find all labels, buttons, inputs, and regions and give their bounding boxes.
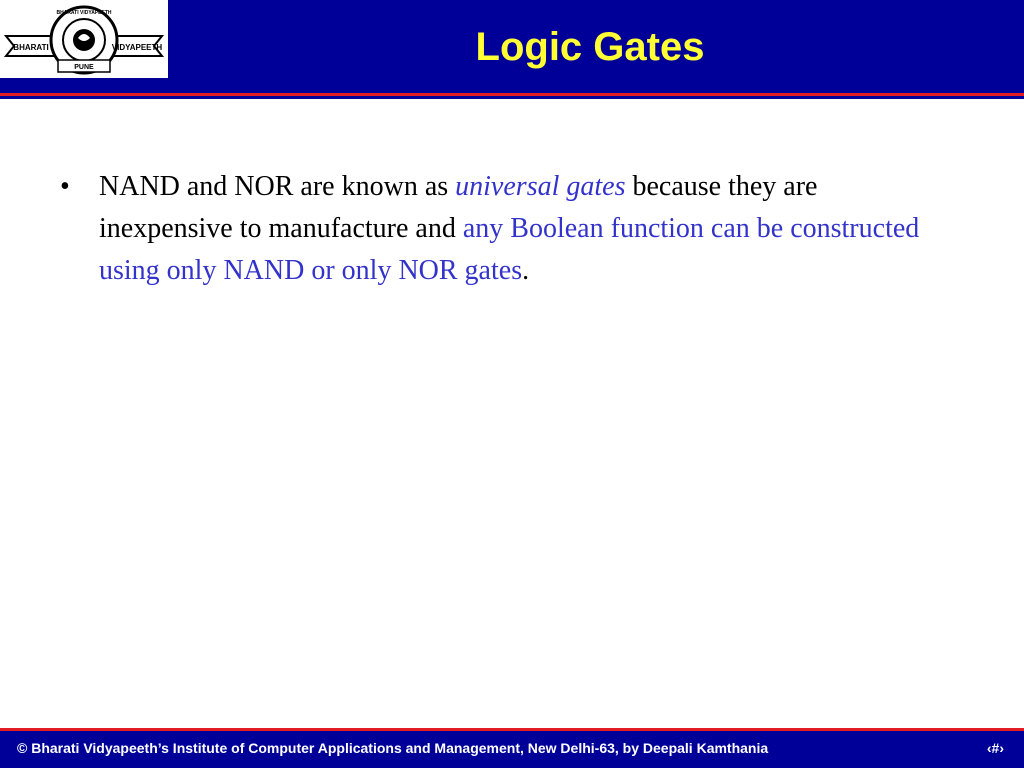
- bullet-text-part3: because they are inexpensive to manufacture and: [99, 171, 818, 244]
- logo: [0, 0, 168, 78]
- slide-body: [60, 166, 940, 292]
- bullet-text-period: .: [522, 255, 530, 286]
- logo-ring-text: BHARATI VIDYAPEETH: [56, 10, 112, 16]
- universal-gates-emphasis: universal gates: [455, 171, 626, 202]
- bharati-vidyapeeth-logo-icon: [0, 0, 168, 78]
- logo-left-text: BHARATI: [13, 43, 49, 52]
- logo-right-text: VIDYAPEETH: [111, 43, 163, 52]
- footer-bar: [0, 728, 1024, 768]
- slide-number: ‹#›: [986, 740, 1004, 756]
- logo-bottom-text: PUNE: [74, 64, 94, 71]
- header-divider: [0, 93, 1024, 99]
- bullet-item: [60, 166, 940, 292]
- bullet-text: [99, 166, 940, 292]
- bullet-text-part1: NAND and NOR are known as: [99, 171, 456, 202]
- footer-copyright: © Bharati Vidyapeeth’s Institute of Computer Applications and Management, New Delhi-63, by Deepali Kamthania: [17, 740, 769, 756]
- boolean-function-highlight: any Boolean function can be constructed using only NAND or only NOR gates: [99, 213, 920, 286]
- bullet-icon: •: [60, 171, 70, 202]
- slide-title: Logic Gates: [475, 25, 705, 69]
